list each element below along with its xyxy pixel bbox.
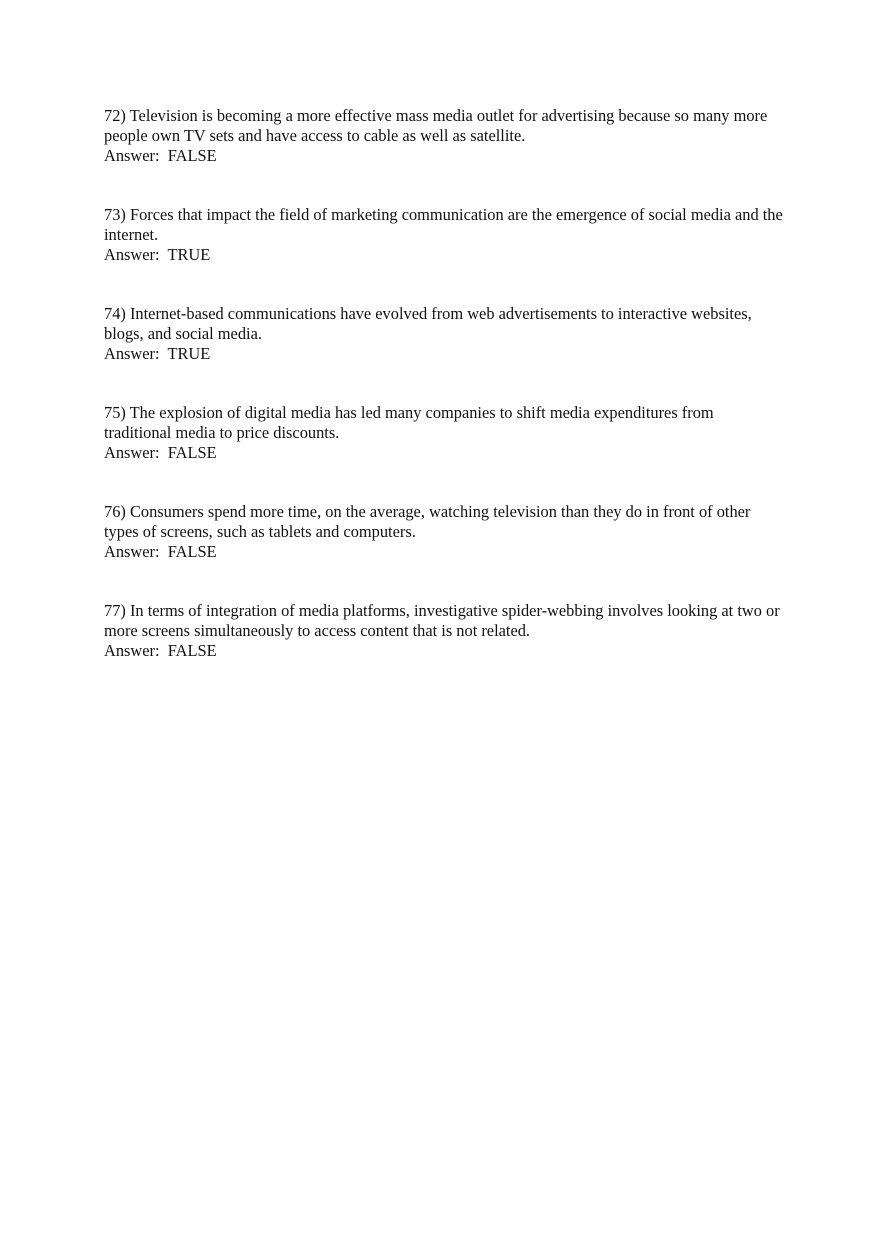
answer-label: Answer: — [104, 245, 160, 264]
answer-line — [104, 344, 784, 364]
question-text — [104, 304, 784, 344]
question-number: 74) — [104, 304, 126, 323]
question-item — [104, 304, 784, 364]
question-text — [104, 205, 784, 245]
question-item — [104, 502, 784, 562]
question-body: Internet-based communications have evolved from web advertisements to interactive websites, blogs, and social media. — [104, 304, 752, 343]
answer-label: Answer: — [104, 641, 160, 660]
question-body: Television is becoming a more effective mass media outlet for advertising because so many more people own TV sets and have access to cable as well as satellite. — [104, 106, 768, 145]
answer-value: FALSE — [167, 641, 217, 660]
answer-line — [104, 443, 784, 463]
question-body: Consumers spend more time, on the average, watching television than they do in front of other types of screens, such as tablets and computers. — [104, 502, 751, 541]
question-item — [104, 106, 784, 166]
question-number: 73) — [104, 205, 126, 224]
question-text — [104, 403, 784, 443]
answer-value: FALSE — [167, 542, 217, 561]
answer-line — [104, 542, 784, 562]
question-item — [104, 601, 784, 661]
question-text — [104, 502, 784, 542]
answer-value: FALSE — [167, 146, 217, 165]
answer-label: Answer: — [104, 344, 160, 363]
question-text — [104, 601, 784, 641]
question-body: In terms of integration of media platforms, investigative spider-webbing involves looking at two or more screens simultaneously to access content that is not related. — [104, 601, 780, 640]
answer-line — [104, 245, 784, 265]
question-text — [104, 106, 784, 146]
answer-line — [104, 146, 784, 166]
answer-value: FALSE — [167, 443, 217, 462]
question-number: 72) — [104, 106, 126, 125]
question-item — [104, 403, 784, 463]
answer-label: Answer: — [104, 443, 160, 462]
question-item — [104, 205, 784, 265]
answer-label: Answer: — [104, 542, 160, 561]
answer-label: Answer: — [104, 146, 160, 165]
question-number: 77) — [104, 601, 126, 620]
question-number: 76) — [104, 502, 126, 521]
answer-value: TRUE — [167, 344, 211, 363]
question-body: The explosion of digital media has led many companies to shift media expenditures from traditional media to price discounts. — [104, 403, 714, 442]
answer-value: TRUE — [167, 245, 211, 264]
question-list — [104, 106, 784, 700]
question-number: 75) — [104, 403, 126, 422]
question-body: Forces that impact the field of marketing communication are the emergence of social media and the internet. — [104, 205, 783, 244]
answer-line — [104, 641, 784, 661]
